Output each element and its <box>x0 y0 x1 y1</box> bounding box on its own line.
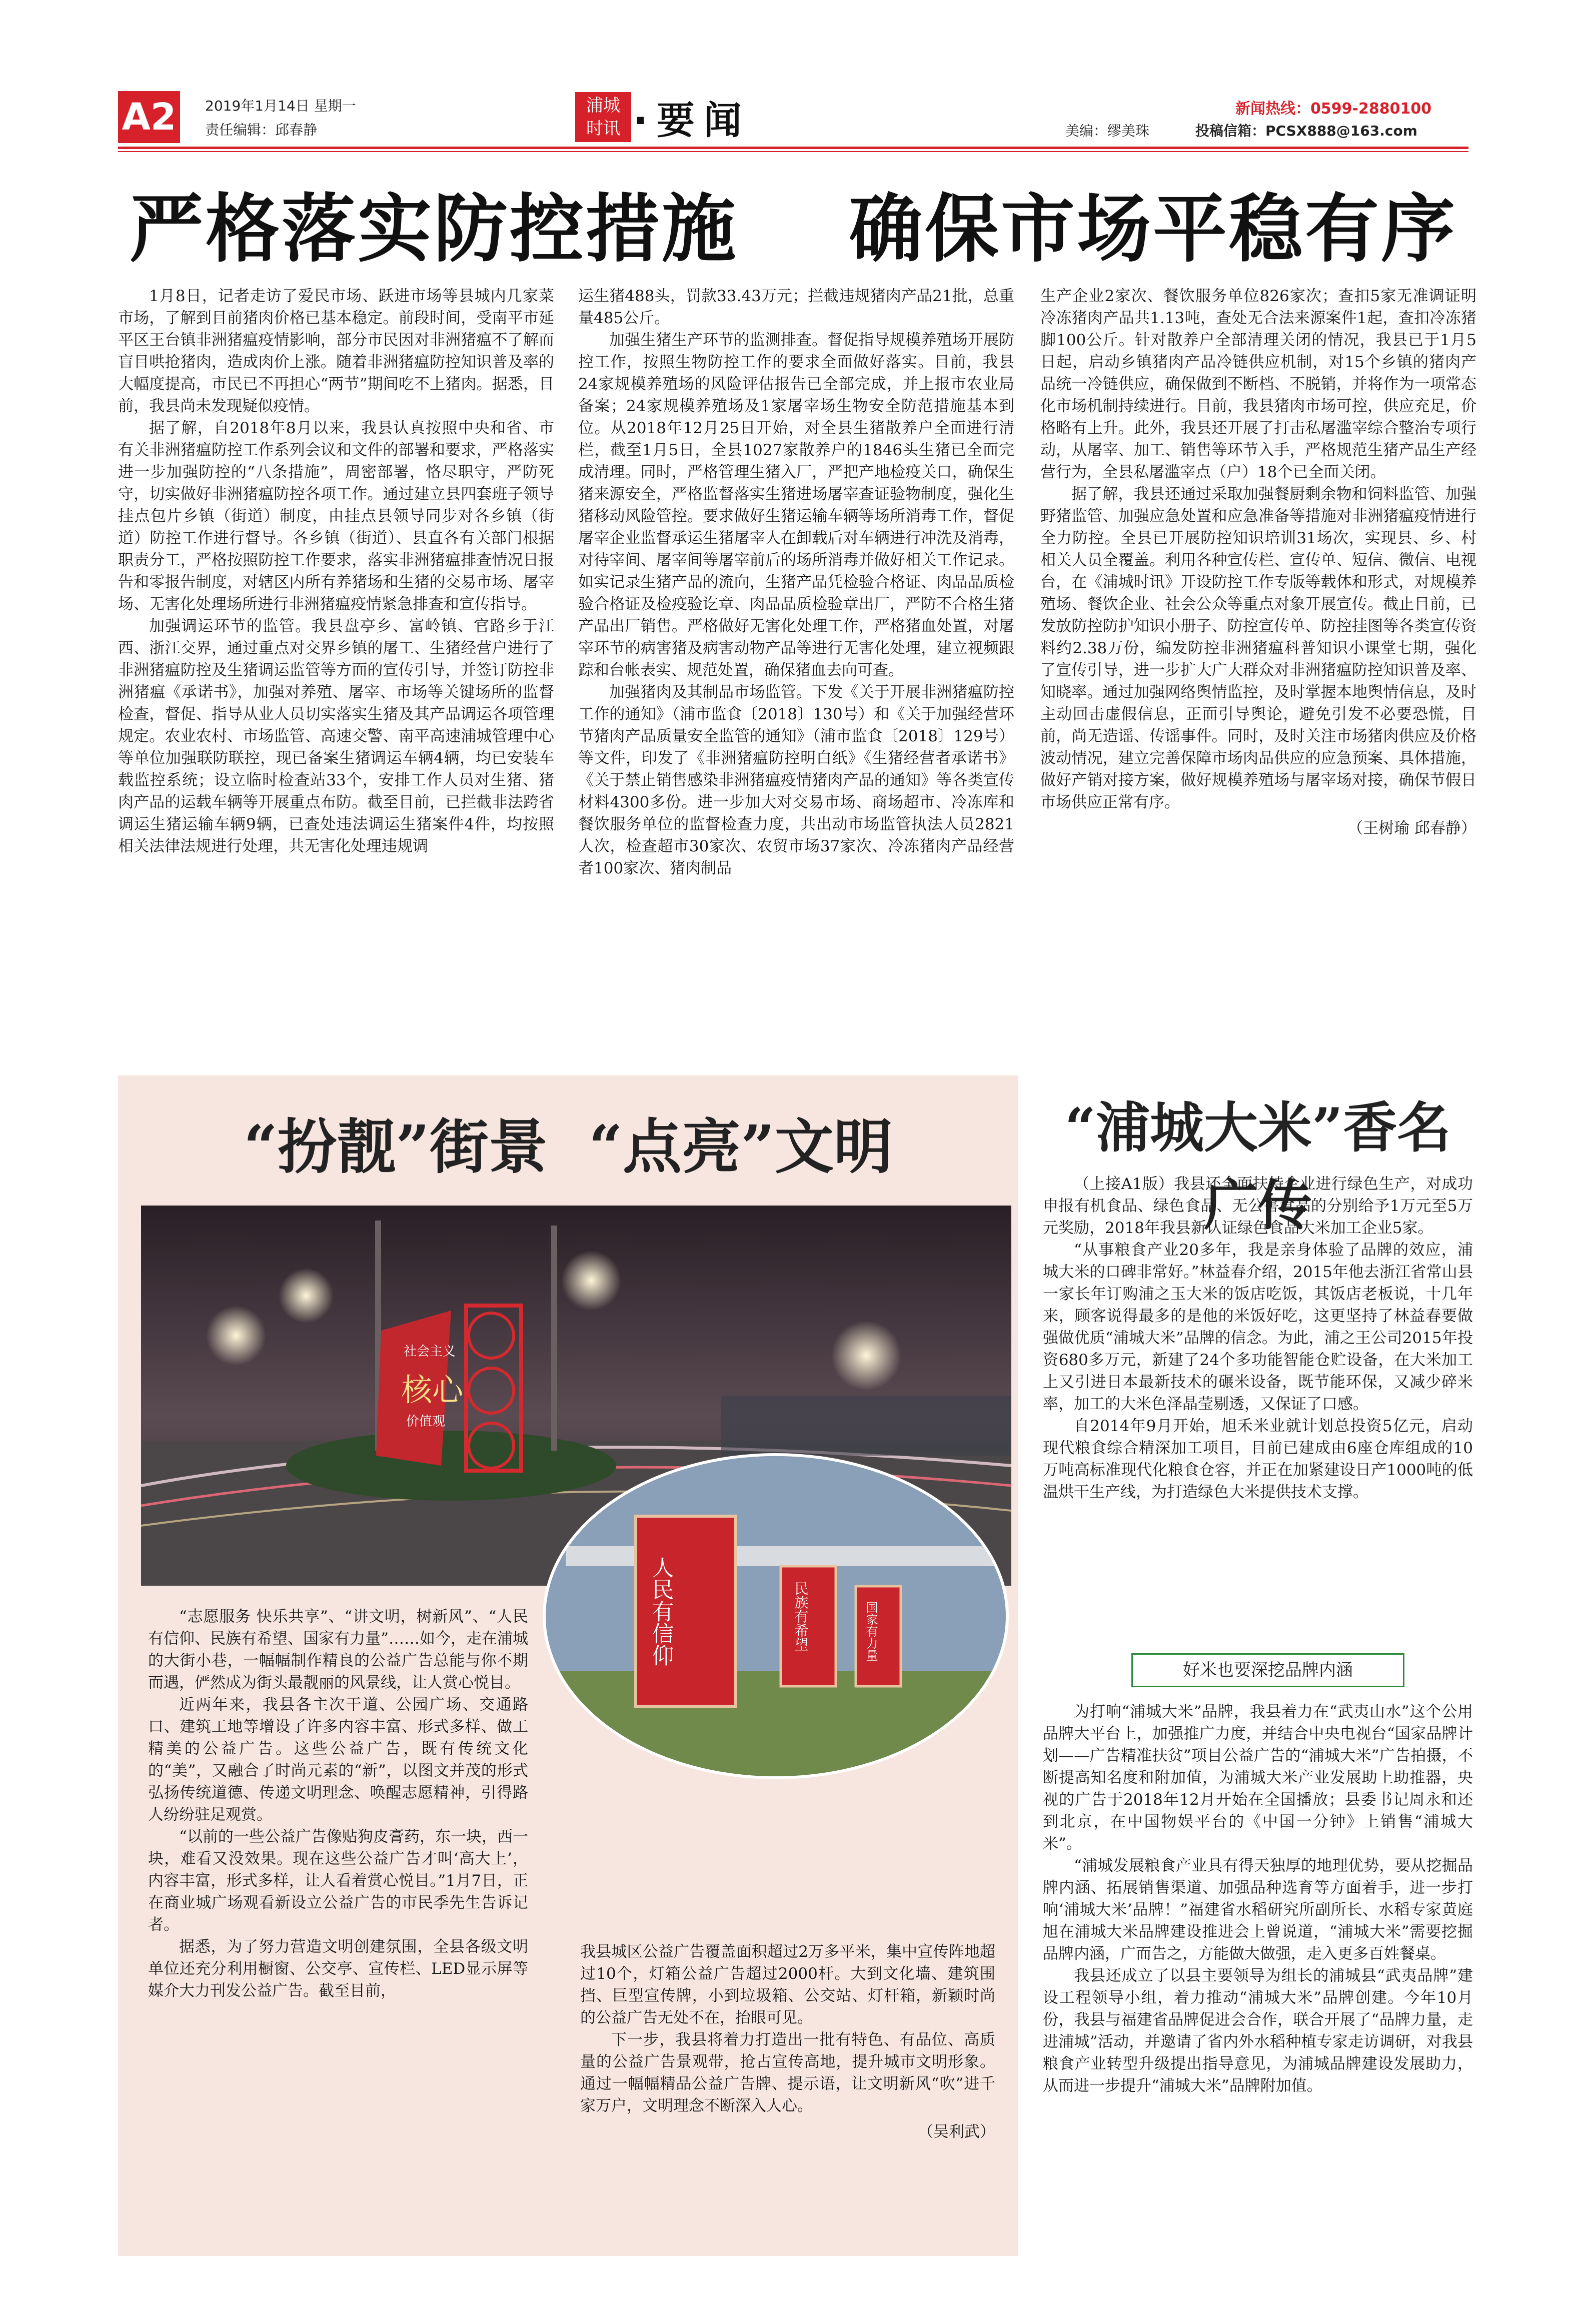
lead-column-2 <box>578 285 1014 879</box>
sign-text-socialism: 社会主义 <box>404 1344 456 1359</box>
date-line: 2019年1月14日 星期一 <box>205 98 356 114</box>
lead-headline: 严格落实防控措施 确保市场平稳有序 <box>129 186 1457 272</box>
feature-paragraph: “志愿服务 快乐共享”、“讲文明，树新风”、“人民有信仰、民族有希望、国家有力量”……如今，走在浦城的大街小巷，一幅幅制作精良的公益广告总能与你不期而遇，俨然成为街头最靓丽的风景线，让人赏心悦目。 <box>148 1608 528 1692</box>
feature-column-left <box>148 1606 528 2002</box>
feature-title: “扮靓”街景 “点亮”文明 <box>244 1112 893 1182</box>
newspaper-logo <box>575 92 631 142</box>
lead-paragraph: 1月8日，记者走访了爱民市场、跃进市场等县城内几家菜市场，了解到目前猪肉价格已基本稳定。前段时间，受南平市延平区王台镇非洲猪瘟疫情影响，部分市民因对非洲猪瘟不了解而盲目哄抢猪肉，造成肉价上涨。随着非洲猪瘟防控知识普及率的大幅度提高，市民已不再担心“两节”期间吃不上猪肉。据悉，目前，我县尚未发现疑似疫情。 <box>118 287 554 415</box>
rice-article-title: “浦城大米”香名广传 <box>1064 1096 1451 1237</box>
logo-line-1: 浦城 <box>586 96 620 116</box>
news-hotline: 新闻热线：0599-2880100 <box>1235 100 1432 118</box>
sign-text-people-faith: 人民有信仰 <box>648 1556 674 1666</box>
designer-line: 美编：缪美珠 <box>1065 123 1150 139</box>
rice-column-bottom <box>1043 1701 1473 2097</box>
lead-paragraph: 加强猪肉及其制品市场监管。下发《关于开展非洲猪瘟防控工作的通知》（浦市监食〔2018〕130号）和《关于加强经营环节猪肉产品质量安全监管的通知》（浦市监食〔2018〕129号）等文件，印发了《非洲猪瘟防控明白纸》《生猪经营者承诺书》《关于禁止销售感染非洲猪瘟疫情猪肉产品的通知》等各类宣传材料4300多份。进一步加大对交易市场、商场超市、冷冻库和餐饮服务单位的监督检查力度，共出动市场监管执法人员2821人次，检查超市30家次、农贸市场37家次、冷冻猪肉产品经营者100家次、猪肉制品 <box>578 683 1014 877</box>
masthead-rule <box>118 147 1468 149</box>
lead-byline: （王树瑜 邱春静） <box>1347 819 1476 837</box>
lead-paragraph: 运生猪488头，罚款33.43万元；拦截违规猪肉产品21批，总重量485公斤。 <box>578 287 1014 327</box>
rice-paragraph: （上接A1版）我县还全面扶持企业进行绿色生产，对成功申报有机食品、绿色食品、无公害食品的分别给予1万元至5万元奖励，2018年我县新认证绿色食品大米加工企业5家。 <box>1043 1175 1473 1237</box>
rice-column-top <box>1043 1173 1473 1503</box>
rice-paragraph: 自2014年9月开始，旭禾米业就计划总投资5亿元，启动现代粮食综合精深加工项目，目前已建成由6座仓库组成的10万吨高标准现代化粮食仓容，并正在加紧建设日产1000吨的低温烘干生产线，为打造绿色大米提供技术支撑。 <box>1043 1417 1473 1501</box>
lead-paragraph: 加强生猪生产环节的监测排查。督促指导规模养殖场开展防控工作，按照生物防控工作的要求全面做好落实。目前，我县24家规模养殖场的风险评估报告已全部完成，并上报市农业局备案；24家规模养殖场及1家屠宰场生物安全防范措施基本到位。从2018年12月25日开始，对全县生猪散养户全面进行清栏，截至1月5日，全县1027家散养户的1846头生猪已全面完成清理。同时，严格管理生猪入厂，严把产地检疫关口，确保生猪来源安全，严格监督落实生猪进场屠宰查证验物制度，强化生猪移动风险管控。要求做好生猪运输车辆等场所消毒工作，督促屠宰企业监督承运生猪屠宰人在卸载后对车辆进行冲洗及消毒，对待宰间、屠宰间等屠宰前后的场所消毒并做好相关工作记录。如实记录生猪产品的流向，生猪产品凭检验合格证、肉品品质检验合格证及检疫验讫章、肉品品质检验章出厂，严防不合格生猪产品出厂销售。严格做好无害化处理工作，严格猪血处置，对屠宰环节的病害猪及病害动物产品等进行无害化处理，建立视频跟踪和台帐表实、规范处置，确保猪血去向可查。 <box>578 331 1014 679</box>
lead-paragraph: 加强调运环节的监管。我县盘亭乡、富岭镇、官路乡于江西、浙江交界，通过重点对交界乡镇的屠工、生猪经营户进行了非洲猪瘟防控及生猪调运监管等方面的宣传引导，并签订防控非洲猪瘟《承诺书》，加强对养殖、屠宰、市场等关键场所的监督检查，督促、指导从业人员切实落实生猪及其产品调运各项管理规定。农业农村、市场监管、高速交警、南平高速浦城管理中心等单位加强联防联控，现已备案生猪调运车辆4辆，均已安装车载监控系统；设立临时检查站33个，安排工作人员对生猪、猪肉产品的运载车辆等开展重点布防。截至目前，已拦截非法跨省调运生猪运输车辆9辆，已查处违法调运生猪案件4件，均按照相关法律法规进行处理，共无害化处理违规调 <box>118 617 554 855</box>
section-title: ·要闻 <box>633 98 751 143</box>
rice-paragraph: 为打响“浦城大米”品牌，我县着力在“武夷山水”这个公用品牌大平台上，加强推广力度，并结合中央电视台“国家品牌计划——广告精准扶贫”项目公益广告的“浦城大米”广告拍摄，不断提高知名度和附加值，为浦城大米产业发展助上助推器，央视的广告于2018年12月开始在全国播放；县委书记周永和还到北京，在中国物娱平台的《中国一分钟》上销售“浦城大米”。 <box>1043 1703 1473 1853</box>
rice-paragraph: “从事粮食产业20多年，我是亲身体验了品牌的效应，浦城大米的口碑非常好。”林益春介绍，2015年他去浙江省常山县一家长年订购浦之玉大米的饭店吃饭，其饭店老板说，十几年来，顾客说得最多的是他的米饭好吃，这更坚持了林益春要做强做优质“浦城大米”品牌的信念。为此，浦之王公司2015年投资680多万元，新建了24个多功能智能仓贮设备，在大米加工上又引进日本最新技术的碾米设备，既节能环保，又减少碎米率，加工的大米色泽晶莹剔透，又保证了口感。 <box>1043 1241 1473 1413</box>
sign-text-values: 价值观 <box>406 1414 446 1429</box>
lead-paragraph: 生产企业2家次、餐饮服务单位826家次；查扣5家无准调证明冷冻猪肉产品共1.13吨，查处无合法来源案件1起，查扣冷冻猪脚100公斤。针对散养户全部清理关闭的情况，我县已于1月5日起，启动乡镇猪肉产品冷链供应机制，对15个乡镇的猪肉产品统一冷链供应，确保做到不断档、不脱销，并将作为一项常态化市场机制持续进行。目前，我县猪肉市场可控，供应充足，价格略有上升。此外，我县还开展了打击私屠滥宰综合整治专项行动，从屠宰、加工、销售等环节入手，严格规范生猪产品生产经营行为，全县私屠滥宰点（户）18个已全面关闭。 <box>1040 287 1476 481</box>
lead-column-3 <box>1040 285 1476 839</box>
feature-paragraph: 近两年来，我县各主次干道、公园广场、交通路口、建筑工地等增设了许多内容丰富、形式多样、做工精美的公益广告。这些公益广告，既有传统文化的“美”，又融合了时尚元素的“新”，以图文并茂的形式弘扬传统道德、传递文明理念、唤醒志愿精神，引得路人纷纷驻足观赏。 <box>148 1696 528 1824</box>
masthead-rule-thin <box>118 151 1468 152</box>
lead-paragraph: 据了解，我县还通过采取加强餐厨剩余物和饲料监管、加强野猪监管、加强应急处置和应急准备等措施对非洲猪瘟疫情进行全力防控。全县已开展防控知识培训31场次，实现县、乡、村相关人员全覆盖。利用各种宣传栏、宣传单、短信、微信、电视台，在《浦城时讯》开设防控工作专版等载体和形式，对规模养殖场、餐饮企业、社会公众等重点对象开展宣传。截止目前，已发放防控防护知识小册子、防控宣传单、防控挂图等各类宣传资料约2.38万份，编发防控非洲猪瘟科普知识小课堂七期，强化了宣传引导，进一步扩大广大群众对非洲猪瘟防控知识普及率、知晓率。通过加强网络舆情监控，及时掌握本地舆情信息，及时主动回击虚假信息，正面引导舆论，避免引发不必要恐慌，目前，尚无造谣、传谣事件。同时，及时关注市场猪肉供应及价格波动情况，建立完善保障市场肉品供应的应急预案、具体措施，做好产销对接方案，做好规模养殖场与屠宰场对接，确保节假日市场供应正常有序。 <box>1040 485 1476 811</box>
sign-text-country-strength: 国家有力量 <box>864 1601 878 1661</box>
rice-paragraph: 我县还成立了以县主要领导为组长的浦城县“武夷品牌”建设工程领导小组，着力推动“浦城大米”品牌创建。今年10月份，我县与福建省品牌促进会合作，联合开展了“品牌力量，走进浦城”活动，并邀请了省内外水稻种植专家走访调研，对我县粮食产业转型升级提出指导意见，为浦城品牌建设发展助力，从而进一步提升“浦城大米”品牌附加值。 <box>1043 1967 1473 2095</box>
feature-column-right <box>580 1941 995 2143</box>
sign-text-nation-hope: 民族有希望 <box>792 1581 809 1651</box>
feature-paragraph: 下一步，我县将着力打造出一批有特色、有品位、高质量的公益广告景观带，抢占宣传高地，提升城市文明形象。通过一幅幅精品公益广告牌、提示语，让文明新风“吹”进千家万户，文明理念不断深入人心。 <box>580 2031 995 2115</box>
lead-paragraph: 据了解，自2018年8月以来，我县认真按照中央和省、市有关非洲猪瘟防控工作系列会议和文件的部署和要求，严格落实进一步加强防控的“八条措施”，周密部署，恪尽职守，严防死守，切实做好非洲猪瘟防控各项工作。通过建立县四套班子领导挂点包片乡镇（街道）制度，由挂点县领导同步对各乡镇（街道）防控工作进行督导。各乡镇（街道）、县直各有关部门根据职责分工，严格按照防控工作要求，落实非洲猪瘟排查情况日报告和零报告制度，对辖区内所有养猪场和生猪的交易市场、屠宰场、无害化处理场所进行非洲猪瘟疫情紧急排查和宣传指导。 <box>118 419 554 613</box>
rice-paragraph: “浦城发展粮食产业具有得天独厚的地理优势，要从挖掘品牌内涵、拓展销售渠道、加强品种选育等方面着手，进一步打响‘浦城大米’品牌！”福建省水稻研究所副所长、水稻专家黄庭旭在浦城大米品牌建设推进会上曾说道，“浦城大米”需要挖掘品牌内涵，广而告之，方能做大做强，走入更多百姓餐桌。 <box>1043 1857 1473 1963</box>
lead-column-1 <box>118 285 554 857</box>
sign-text-core: 核心 <box>401 1372 464 1408</box>
rice-subheading: 好米也要深挖品牌内涵 <box>1131 1653 1404 1687</box>
editor-line: 责任编辑：邱春静 <box>205 122 318 138</box>
feature-byline: （吴利武） <box>918 2123 995 2141</box>
billboard-oval-photo <box>543 1453 1009 1779</box>
logo-line-2: 时讯 <box>586 119 620 139</box>
feature-paragraph: 我县城区公益广告覆盖面积超过2万多平米，集中宣传阵地超过10个，灯箱公益广告超过2000杆。大到文化墙、建筑围挡、巨型宣传牌，小到垃圾箱、公交站、灯杆箱，新颖时尚的公益广告无处不在，抬眼可见。 <box>580 1943 995 2027</box>
feature-paragraph: “以前的一些公益广告像贴狗皮膏药，东一块，西一块，难看又没效果。现在这些公益广告才叫‘高大上’，内容丰富，形式多样，让人看着赏心悦目。”1月7日，正在商业城广场观看新设立公益广告的市民季先生告诉记者。 <box>148 1828 528 1934</box>
contribution-email: 投稿信箱：PCSX888@163.com <box>1195 123 1417 139</box>
page-number-badge: A2 <box>118 91 180 143</box>
feature-paragraph: 据悉，为了努力营造文明创建氛围，全县各级文明单位还充分利用橱窗、公交亭、宣传栏、LED显示屏等媒介大力刊发公益广告。截至目前， <box>148 1938 528 2000</box>
